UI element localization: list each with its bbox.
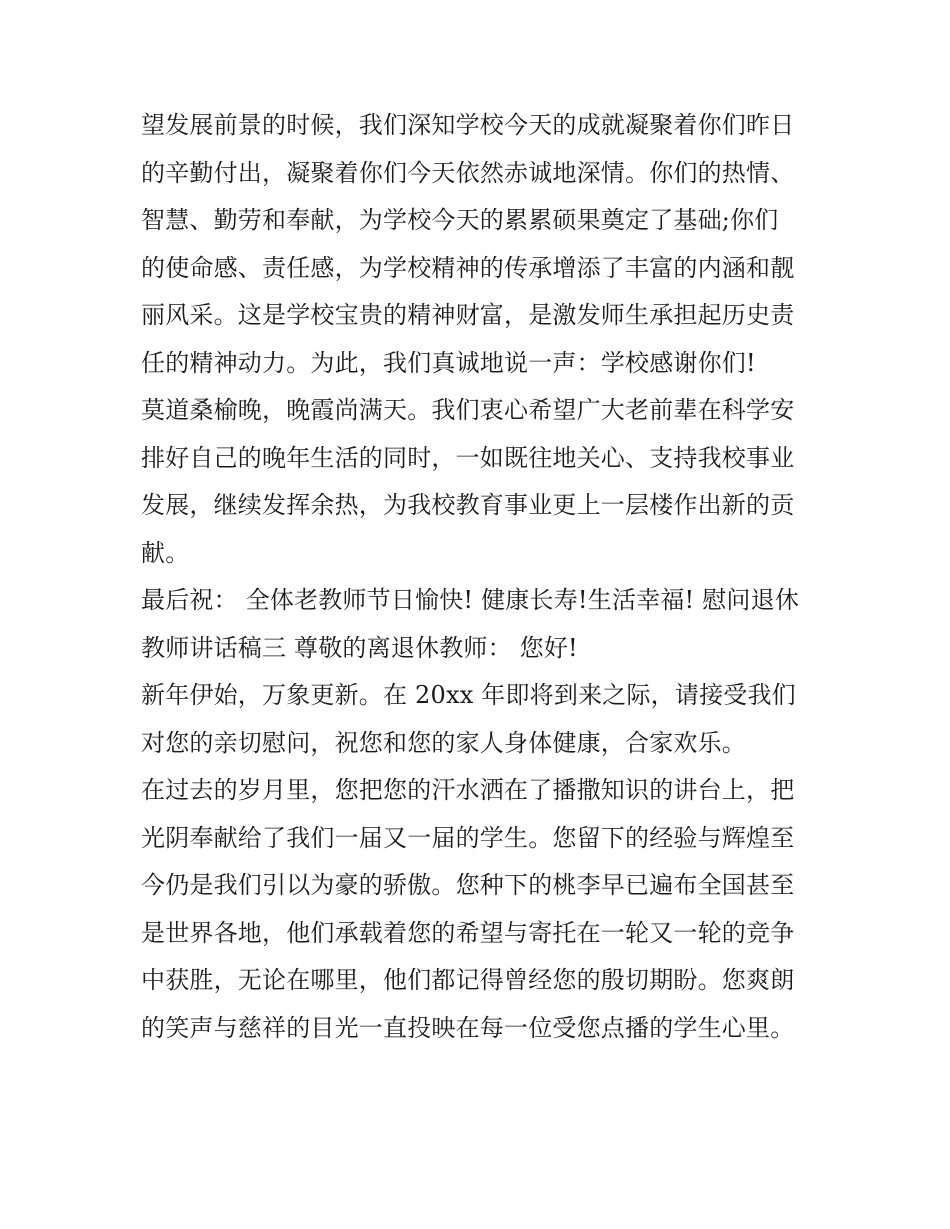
- text-line: 望发展前景的时候，我们深知学校今天的成就凝聚着你们昨日: [141, 111, 795, 139]
- text-line: 发展，继续发挥余热，为我校教育事业更上一层楼作出新的贡: [141, 491, 795, 519]
- text-line: 丽风采。这是学校宝贵的精神财富，是激发师生承担起历史责: [141, 301, 795, 329]
- text-line: 对您的亲切慰问，祝您和您的家人身体健康，合家欢乐。: [141, 728, 746, 757]
- text-line: 排好自己的晚年生活的同时，一如既往地关心、支持我校事业: [141, 443, 795, 472]
- text-line: 的辛勤付出，凝聚着你们今天依然赤诚地深情。你们的热情、: [141, 158, 795, 187]
- text-line: 中获胜，无论在哪里，他们都记得曾经您的殷切期盼。您爽朗: [141, 966, 795, 994]
- text-line: 光阴奉献给了我们一届又一届的学生。您留下的经验与辉煌至: [141, 823, 795, 852]
- text-line: 莫道桑榆晚，晚霞尚满天。我们衷心希望广大老前辈在科学安: [141, 396, 795, 424]
- text-line: 的笑声与慈祥的目光一直投映在每一位受您点播的学生心里。: [141, 1013, 795, 1042]
- text-line: 最后祝： 全体老教师节日愉快! 健康长寿!生活幸福! 慰问退休: [141, 586, 800, 614]
- text-line: 教师讲话稿三 尊敬的离退休教师： 您好!: [141, 633, 578, 662]
- text-line: 智慧、勤劳和奉献，为学校今天的累累硕果奠定了基础;你们: [141, 206, 779, 234]
- text-line: 今仍是我们引以为豪的骄傲。您种下的桃李早已遍布全国甚至: [141, 871, 795, 899]
- text-line: 在过去的岁月里，您把您的汗水洒在了播撒知识的讲台上，把: [141, 776, 795, 804]
- text-line: 任的精神动力。为此，我们真诚地说一声：学校感谢你们!: [141, 348, 756, 377]
- text-line: 新年伊始，万象更新。在 20xx 年即将到来之际，请接受我们: [141, 681, 796, 709]
- document-body: [141, 102, 821, 1052]
- text-line: 是世界各地，他们承载着您的希望与寄托在一轮又一轮的竞争: [141, 918, 795, 947]
- text-line: 的使命感、责任感，为学校精神的传承增添了丰富的内涵和靓: [141, 253, 795, 282]
- text-line: 献。: [141, 538, 190, 567]
